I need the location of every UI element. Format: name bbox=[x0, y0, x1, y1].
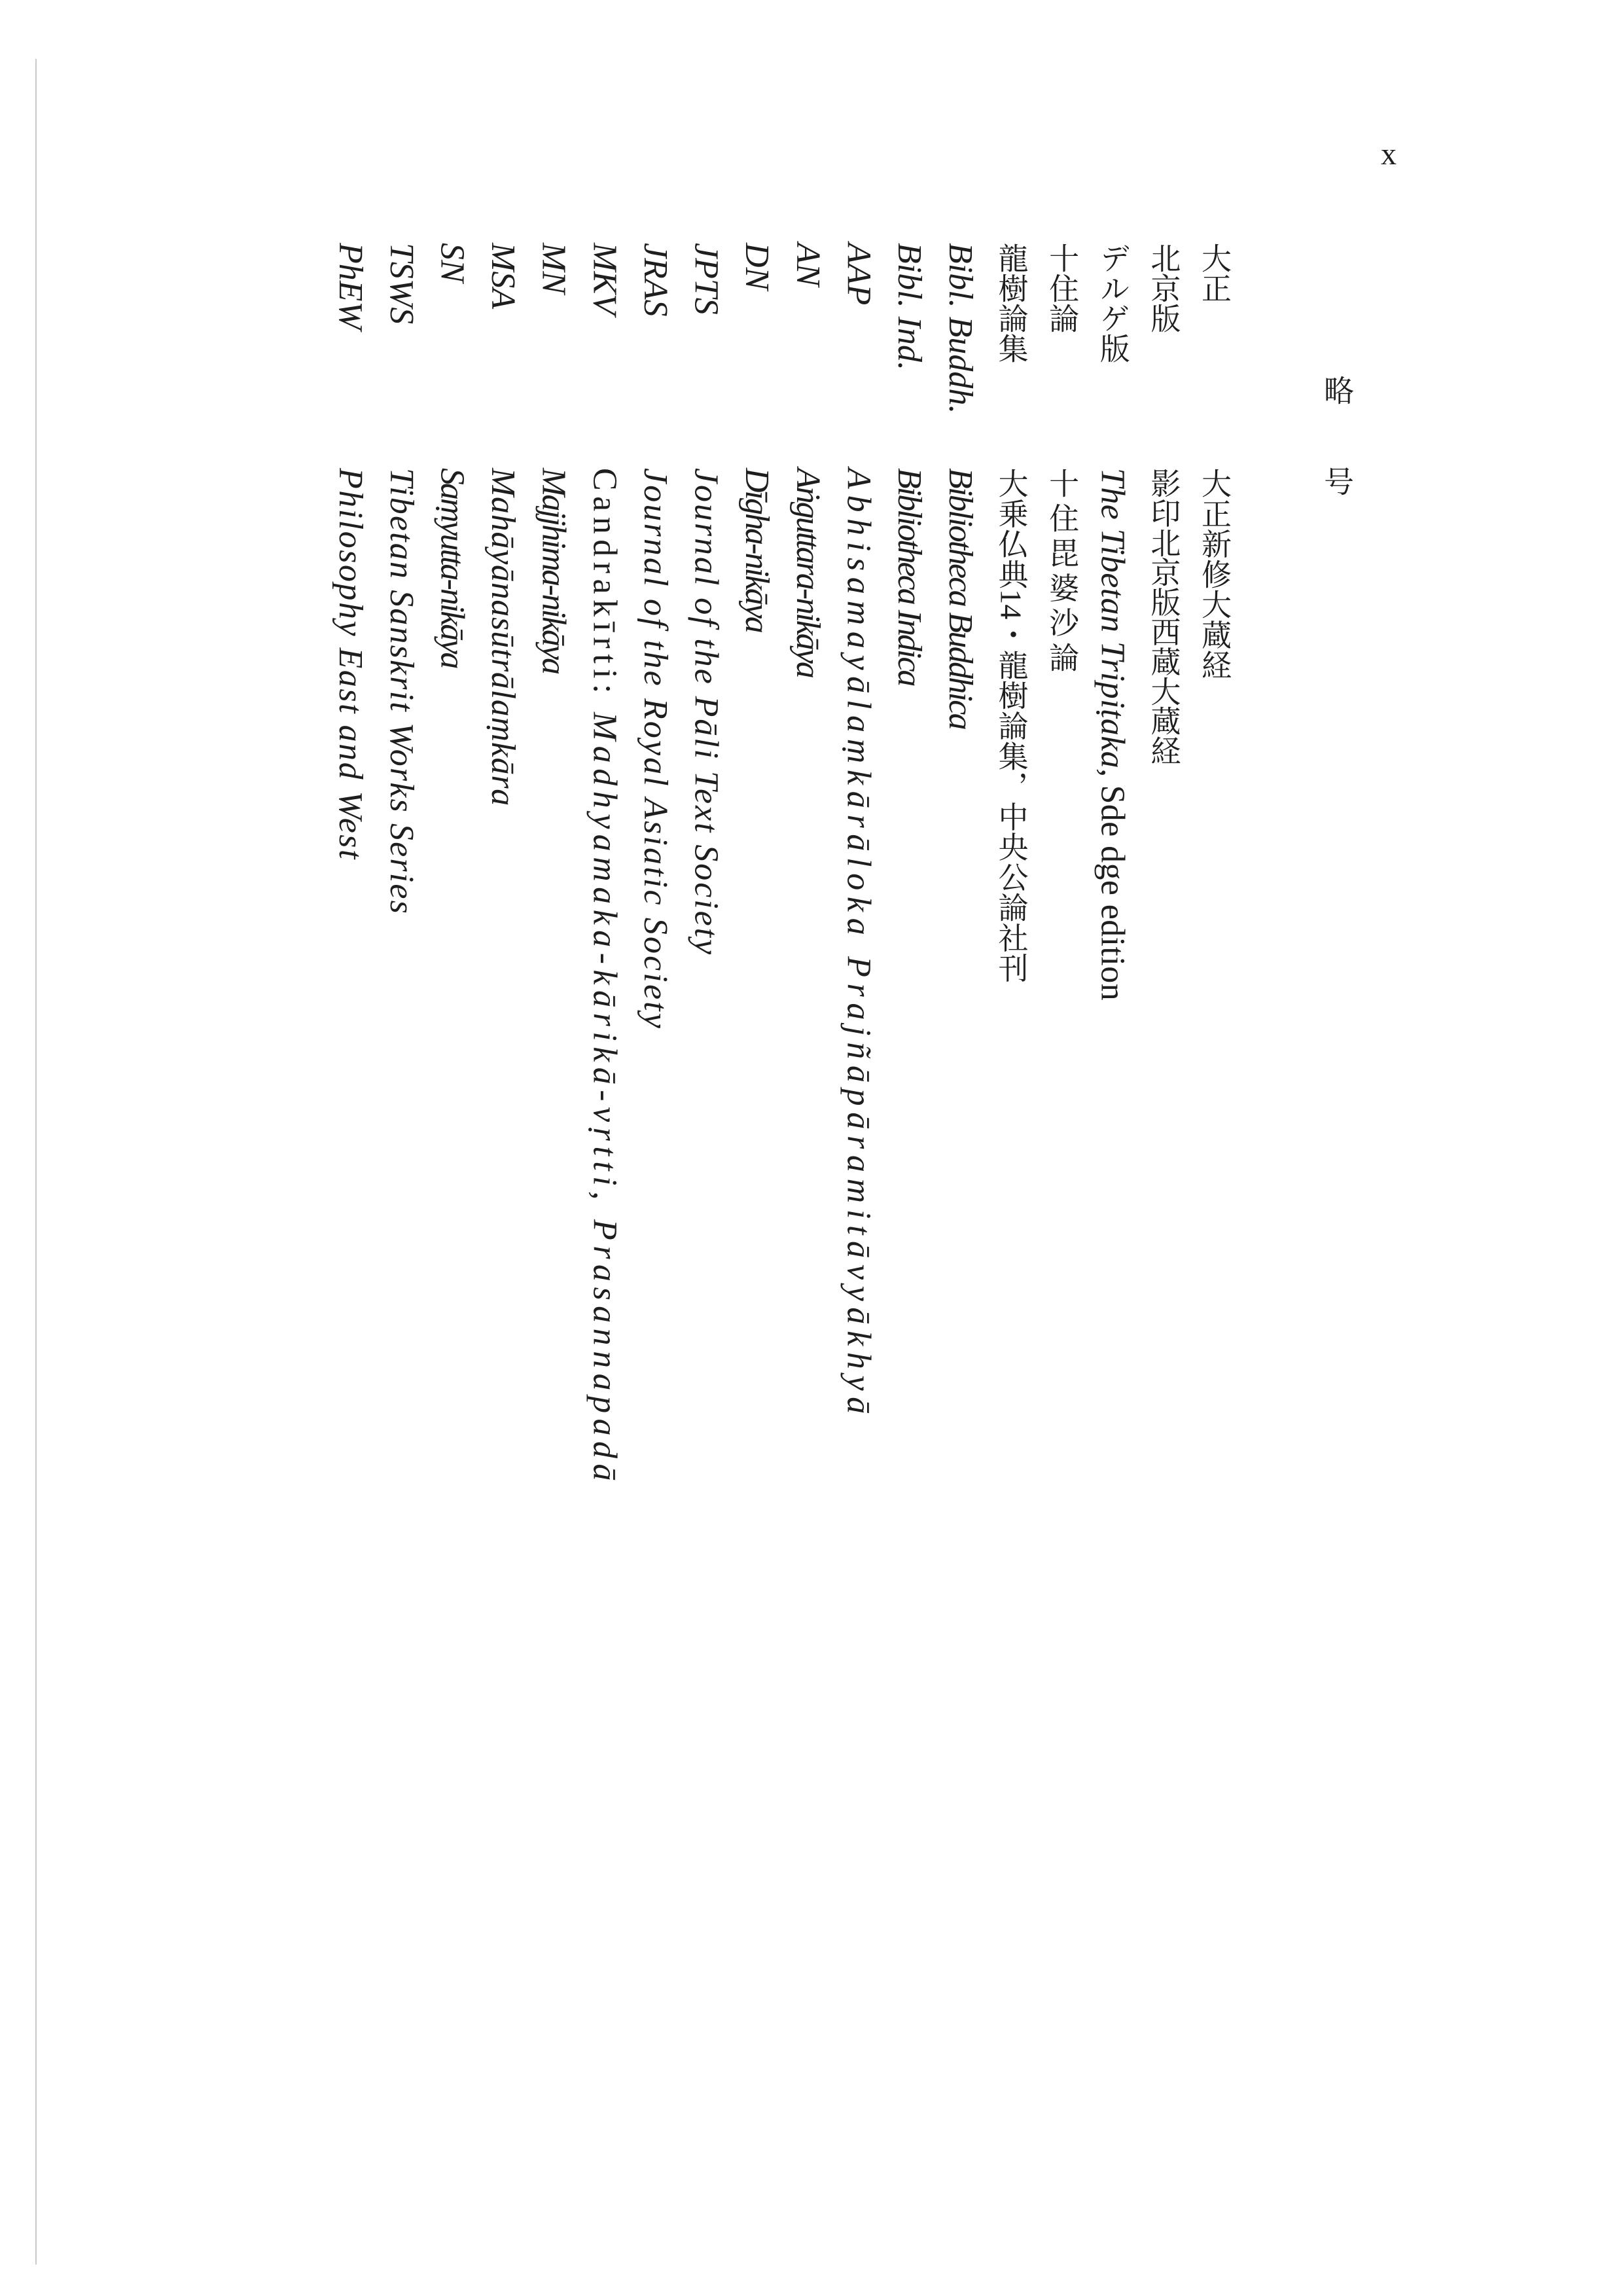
abbreviation-expansion bbox=[884, 468, 935, 685]
expansion-text: Mahāyānasūtrālaṃkāra bbox=[484, 468, 522, 806]
expansion-text: Tibetan Sanskrit Works Series bbox=[382, 468, 420, 915]
expansion-text: Saṃyutta-nikāya bbox=[433, 468, 471, 668]
abbreviation-expansion bbox=[630, 468, 681, 1030]
expansion-author: Candrakīrti: bbox=[586, 468, 624, 699]
abbreviation-expansion bbox=[1036, 468, 1087, 677]
expansion-text: 大正新修大蔵経 bbox=[1198, 468, 1231, 680]
abbreviation: DN bbox=[738, 243, 776, 291]
abbreviation-entry bbox=[630, 243, 681, 1683]
abbreviation: PhEW bbox=[332, 243, 370, 330]
page-number: x bbox=[1381, 137, 1397, 171]
expansion-text: Majjhima-nikāya bbox=[535, 468, 573, 673]
abbreviation-expansion bbox=[528, 468, 579, 673]
abbreviation: AAP bbox=[840, 243, 878, 306]
abbreviation-expansion bbox=[579, 468, 630, 1486]
abbreviation-expansion bbox=[477, 468, 528, 806]
expansion-text: 十住毘婆沙論 bbox=[1045, 468, 1079, 677]
abbreviation-entry bbox=[427, 243, 478, 1683]
abbreviation-entry bbox=[528, 243, 579, 1683]
abbreviation: 大正 bbox=[1198, 243, 1231, 303]
abbreviation-entry bbox=[681, 243, 732, 1683]
abbreviation-expansion bbox=[782, 468, 833, 677]
abbreviation: MKV bbox=[586, 243, 624, 315]
abbreviation-entry bbox=[732, 243, 783, 1683]
abbreviation-entry bbox=[1138, 243, 1189, 1683]
expansion-text: Bibliotheca Indica bbox=[891, 468, 929, 685]
abbreviation-entry bbox=[986, 243, 1037, 1683]
abbreviation: Bibl. Ind. bbox=[891, 243, 929, 370]
expansion-edition: Sde dge edition bbox=[1094, 785, 1132, 1001]
abbreviation-entry bbox=[1036, 243, 1087, 1683]
abbreviation: 北京版 bbox=[1147, 243, 1181, 333]
abbreviation-expansion bbox=[935, 468, 986, 728]
expansion-title: Madhyamaka-kārikā-vṛtti, Prasannapadā bbox=[586, 711, 624, 1487]
abbreviation-expansion bbox=[1188, 468, 1240, 680]
abbreviation-entry bbox=[782, 243, 833, 1683]
expansion-text: Bibliotheca Buddhica bbox=[941, 468, 979, 728]
abbreviation-expansion bbox=[986, 468, 1037, 983]
abbreviation-expansion bbox=[427, 468, 478, 667]
abbreviation-entry bbox=[579, 243, 630, 1683]
abbreviation-entry bbox=[884, 243, 935, 1683]
abbreviation-entry bbox=[833, 243, 884, 1683]
expansion-text: Aṅguttara-nikāya bbox=[789, 468, 827, 677]
abbreviation-entry bbox=[935, 243, 986, 1683]
abbreviation: JRAS bbox=[636, 243, 674, 317]
page-title: 略号 bbox=[1320, 375, 1353, 557]
abbreviation-entry bbox=[1188, 243, 1240, 1683]
expansion-text: Journal of the Royal Asiatic Society bbox=[636, 468, 674, 1030]
expansion-text: Dīgha-nikāya bbox=[738, 468, 776, 632]
abbreviation-entry bbox=[325, 243, 376, 1683]
abbreviation: MSA bbox=[484, 243, 522, 310]
abbreviation-expansion bbox=[1138, 468, 1189, 765]
abbreviation-expansion bbox=[732, 468, 783, 632]
expansion-text: 大乗仏典14・龍樹論集，中央公論社刊 bbox=[994, 468, 1028, 983]
scan-edge-line bbox=[35, 59, 37, 2265]
abbreviation-entry bbox=[1087, 243, 1138, 1683]
abbreviation-list bbox=[325, 243, 1240, 1683]
abbreviation: SN bbox=[433, 243, 471, 283]
abbreviation-entry bbox=[376, 243, 427, 1683]
abbreviation-expansion bbox=[681, 468, 732, 956]
abbreviation-expansion bbox=[325, 468, 376, 861]
expansion-title: The Tibetan Tripiṭaka, bbox=[1094, 468, 1132, 778]
abbreviation: MN bbox=[535, 243, 573, 294]
abbreviation: 龍樹論集 bbox=[994, 243, 1028, 363]
abbreviation: TSWS bbox=[382, 243, 420, 325]
abbreviation: デルゲ版 bbox=[1096, 243, 1130, 363]
abbreviation-expansion bbox=[833, 468, 884, 1420]
expansion-text: 影印北京版西蔵大蔵経 bbox=[1147, 468, 1181, 766]
expansion-text: Abhisamayālaṃkārāloka Prajñāpāramitāvyākhyā bbox=[840, 468, 878, 1420]
abbreviation-expansion bbox=[1087, 468, 1138, 1001]
abbreviation: 十住論 bbox=[1045, 243, 1079, 333]
abbreviation-expansion bbox=[376, 468, 427, 915]
abbreviation: Bibl. Buddh. bbox=[941, 243, 979, 414]
abbreviation: AN bbox=[789, 243, 827, 287]
expansion-text: Philosophy East and West bbox=[332, 468, 370, 861]
abbreviation: JPTS bbox=[687, 243, 725, 315]
expansion-text: Journal of the Pāli Text Society bbox=[687, 468, 725, 956]
abbreviation-entry bbox=[477, 243, 528, 1683]
